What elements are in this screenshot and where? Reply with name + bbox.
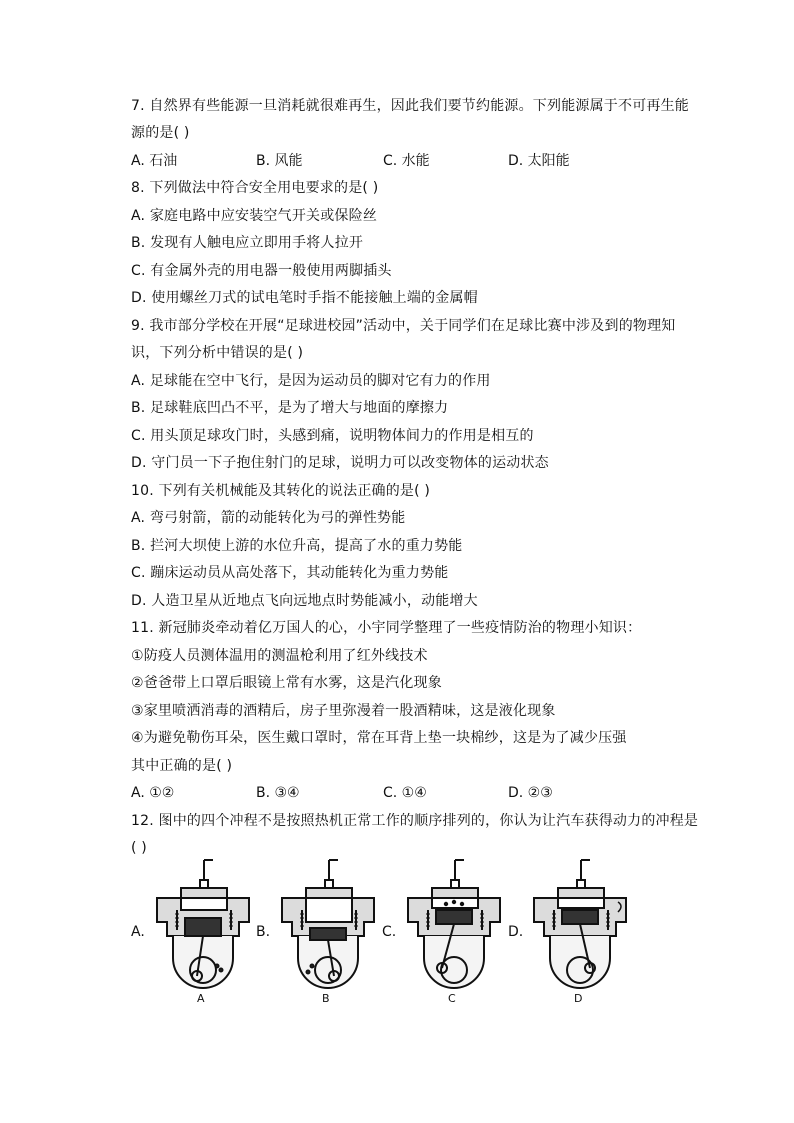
q11-option-d: D. ②③ bbox=[508, 785, 553, 801]
q10-option-c: C. 蹦床运动员从高处落下，其动能转化为重力势能 bbox=[131, 565, 449, 581]
q11-item-3: ③家里喷洒消毒的酒精后，房子里弥漫着一股酒精味，这是液化现象 bbox=[131, 703, 556, 719]
q9-option-a: A. 足球能在空中飞行，是因为运动员的脚对它有力的作用 bbox=[131, 373, 491, 389]
q11-item-2: ②爸爸带上口罩后眼镜上常有水雾，这是汽化现象 bbox=[131, 675, 442, 691]
engine-diagram-d bbox=[528, 858, 632, 1006]
q11-prompt: 其中正确的是( ) bbox=[131, 758, 233, 774]
q9-stem-line1: 9. 我市部分学校在开展“足球进校园”活动中，关于同学们在足球比赛中涉及到的物理知 bbox=[131, 318, 676, 334]
q10-option-a: A. 弯弓射箭，箭的动能转化为弓的弹性势能 bbox=[131, 510, 406, 526]
q8-option-a: A. 家庭电路中应安装空气开关或保险丝 bbox=[131, 208, 378, 224]
engine-caption-a: A bbox=[197, 992, 205, 1005]
q9-stem-line2: 识，下列分析中错误的是( ) bbox=[131, 345, 304, 361]
engine-caption-b: B bbox=[322, 992, 330, 1005]
engine-caption-d: D bbox=[574, 992, 583, 1005]
q7-stem-line1: 7. 自然界有些能源一旦消耗就很难再生，因此我们要节约能源。下列能源属于不可再生能 bbox=[131, 98, 690, 114]
engine-caption-c: C bbox=[448, 992, 456, 1005]
q11-option-a: A. ①② bbox=[131, 785, 175, 801]
q11-item-1: ①防疫人员测体温用的测温枪利用了红外线技术 bbox=[131, 648, 428, 664]
engine-diagram-a bbox=[151, 858, 255, 1006]
q7-option-d: D. 太阳能 bbox=[508, 153, 570, 169]
q8-option-c: C. 有金属外壳的用电器一般使用两脚插头 bbox=[131, 263, 392, 279]
engine-figure-row bbox=[131, 858, 711, 1008]
q11-stem: 11. 新冠肺炎牵动着亿万国人的心，小宇同学整理了一些疫情防治的物理小知识： bbox=[131, 620, 642, 636]
q11-option-b: B. ③④ bbox=[256, 785, 300, 801]
engine-diagram-c bbox=[402, 858, 506, 1006]
q7-option-c: C. 水能 bbox=[383, 153, 430, 169]
q10-option-b: B. 拦河大坝使上游的水位升高，提高了水的重力势能 bbox=[131, 538, 463, 554]
q11-item-4: ④为避免勒伤耳朵，医生戴口罩时，常在耳背上垫一块棉纱，这是为了减少压强 bbox=[131, 730, 627, 746]
q7-stem-line2: 源的是( ) bbox=[131, 125, 190, 141]
q11-option-c: C. ①④ bbox=[383, 785, 427, 801]
q12-option-a: A. bbox=[131, 924, 145, 940]
q7-option-a: A. 石油 bbox=[131, 153, 178, 169]
q8-option-b: B. 发现有人触电应立即用手将人拉开 bbox=[131, 235, 364, 251]
q8-stem: 8. 下列做法中符合安全用电要求的是( ) bbox=[131, 180, 379, 196]
q12-stem-line2: ( ) bbox=[131, 840, 147, 856]
q8-option-d: D. 使用螺丝刀式的试电笔时手指不能接触上端的金属帽 bbox=[131, 290, 478, 306]
q9-option-b: B. 足球鞋底凹凸不平，是为了增大与地面的摩擦力 bbox=[131, 400, 449, 416]
q10-stem: 10. 下列有关机械能及其转化的说法正确的是( ) bbox=[131, 483, 431, 499]
q12-option-d: D. bbox=[508, 924, 524, 940]
engine-diagram-b bbox=[276, 858, 380, 1006]
q12-stem-line1: 12. 图中的四个冲程不是按照热机正常工作的顺序排列的，你认为让汽车获得动力的冲程是 bbox=[131, 813, 699, 829]
q12-option-b: B. bbox=[256, 924, 271, 940]
q9-option-d: D. 守门员一下子抱住射门的足球，说明力可以改变物体的运动状态 bbox=[131, 455, 549, 471]
q12-option-c: C. bbox=[382, 924, 397, 940]
q10-option-d: D. 人造卫星从近地点飞向远地点时势能减小，动能增大 bbox=[131, 593, 478, 609]
q7-option-b: B. 风能 bbox=[256, 153, 303, 169]
q9-option-c: C. 用头顶足球攻门时，头感到痛，说明物体间力的作用是相互的 bbox=[131, 428, 534, 444]
